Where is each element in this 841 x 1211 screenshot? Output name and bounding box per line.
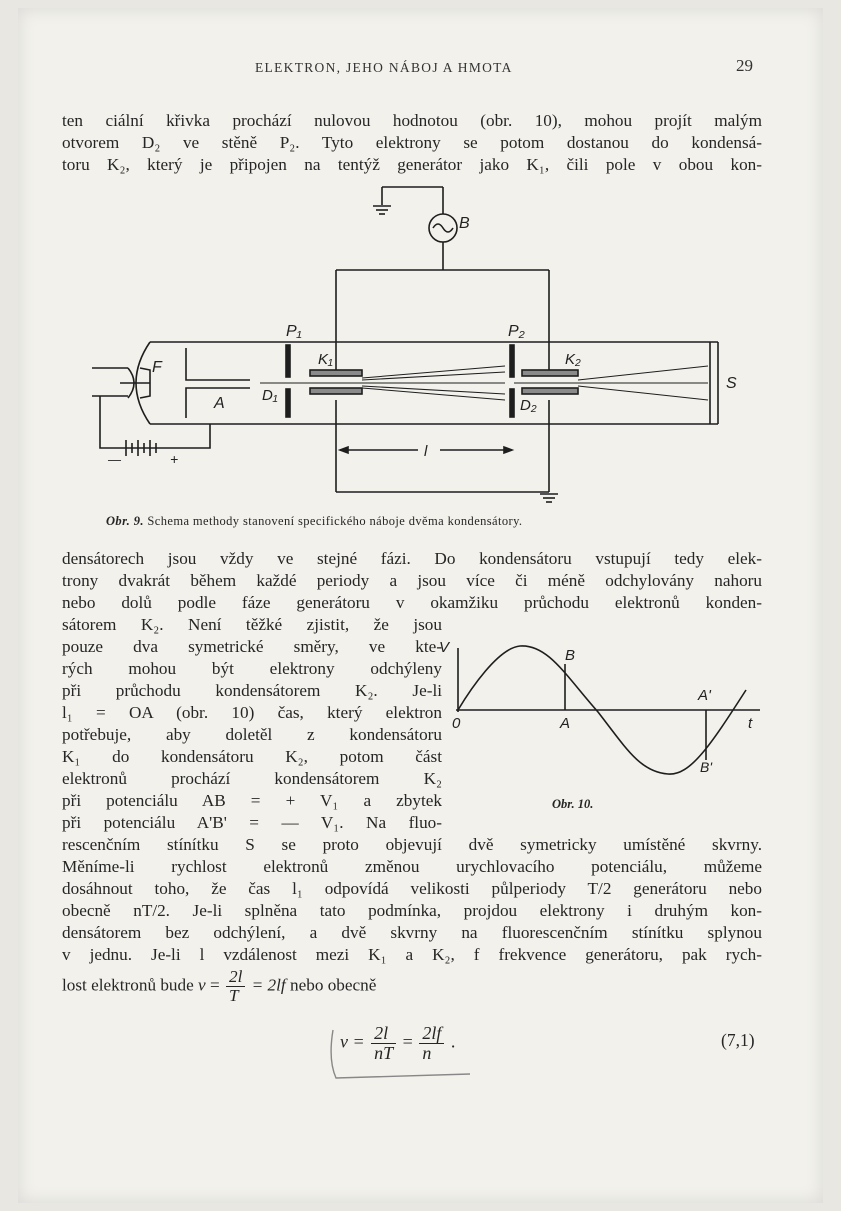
lower-line-2: Měníme-li rychlost elektronů změnou urychlovacího potenciálu, můžeme bbox=[62, 857, 762, 876]
narrow-line-7: K₁ do kondensátoru K₂, potom část bbox=[62, 747, 442, 766]
label-hole1: D₁ bbox=[262, 387, 278, 404]
lower-line-3: dosáhnout toho, že čas l₁ odpovídá velikosti půlperiody T/2 generátoru nebo bbox=[62, 879, 762, 898]
label-filament: F bbox=[152, 359, 162, 376]
label-cond2: K₂ bbox=[565, 351, 581, 368]
equation-number: (7,1) bbox=[721, 1030, 755, 1050]
lower-line-1: rescenčním stínítku S se proto objevují dvě symetricky umístěné skvrny. bbox=[62, 835, 762, 854]
last-line-prefix: lost elektronů bude bbox=[62, 975, 194, 995]
lower-line-5: densátorem bez odchýlení, a dvě skvrny na fluorescenčním stínítku splynou bbox=[62, 923, 762, 942]
label-distance: l bbox=[424, 443, 428, 460]
figure-10-caption: Obr. 10. bbox=[552, 797, 594, 811]
running-header: ELEKTRON, JEHO NÁBOJ A HMOTA bbox=[255, 60, 513, 75]
text-line-2: otvorem D₂ ve stěně P₂. Tyto elektrony se potom dostanou do kondensá- bbox=[62, 133, 762, 152]
frac-num: 2l bbox=[226, 968, 245, 987]
fig10-label-a2: A' bbox=[698, 687, 711, 704]
fig10-label-origin: 0 bbox=[452, 715, 461, 732]
last-line-v: v bbox=[198, 975, 206, 995]
label-hole2: D₂ bbox=[520, 397, 537, 414]
lower-line-6: v jednu. Je-li l vzdálenost mezi K₁ a K₂, f frekvence generátoru, pak rych- bbox=[62, 945, 762, 964]
label-plate2: P₂ bbox=[508, 323, 525, 340]
label-minus: — bbox=[108, 452, 121, 467]
narrow-line-9: při potenciálu AB = + V₁ a zbytek bbox=[62, 791, 442, 810]
text-line-1: ten ciální křivka prochází nulovou hodnotou (obr. 10), mohou projít malým bbox=[62, 111, 762, 130]
caption-label: Obr. 9. bbox=[106, 514, 144, 528]
narrow-line-5: l₁ = OA (obr. 10) čas, který elektron bbox=[62, 703, 442, 722]
body-line-2: trony dvakrát během každé periody a jsou více či méně odchylovány nahoru bbox=[62, 571, 762, 590]
narrow-line-6: potřebuje, aby doletěl z kondensátoru bbox=[62, 725, 442, 744]
eq-num2: 2lf bbox=[419, 1024, 444, 1044]
fig10-label-v: V bbox=[439, 639, 450, 656]
eq-eq: = bbox=[402, 1031, 413, 1052]
text-line-3: toru K₂, který je připojen na tentýž generátor jako K₁, čili pole v obou kon- bbox=[62, 155, 762, 174]
narrow-line-3: rých mohou být elektrony odchýleny bbox=[62, 659, 442, 678]
frac-den: T bbox=[228, 986, 239, 1006]
label-plate1: P₁ bbox=[286, 323, 302, 340]
label-screen: S bbox=[726, 375, 737, 392]
fig10-label-b2: B' bbox=[700, 759, 713, 775]
narrow-line-1: sátorem K₂. Není těžké zjistit, že jsou bbox=[62, 615, 442, 634]
narrow-line-8: elektronů prochází kondensátorem K₂ bbox=[62, 769, 442, 788]
narrow-line-4: při průchodu kondensátorem K₂. Je-li bbox=[62, 681, 442, 700]
label-generator: B bbox=[459, 215, 470, 232]
body-line-1: densátorech jsou vždy ve stejné fázi. Do kondensátoru vstupují tedy elek- bbox=[62, 549, 762, 568]
label-plus: + bbox=[170, 451, 179, 467]
fig10-label-b: B bbox=[565, 647, 576, 664]
lower-line-4: obecně nT/2. Je-li splněna tato podmínka, projdou elektrony i druhým kon- bbox=[62, 901, 762, 920]
eq-lhs: v = bbox=[340, 1031, 365, 1052]
eq-num1: 2l bbox=[371, 1024, 396, 1044]
last-line-suffix: nebo obecně bbox=[290, 975, 377, 995]
label-anode: A bbox=[214, 395, 225, 412]
body-line-3: nebo dolů podle fáze generátoru v okamžiku průchodu elektronů konden- bbox=[62, 593, 762, 612]
label-cond1: K₁ bbox=[318, 351, 333, 368]
caption-text: Schema methody stanovení specifického náboje dvěma kondensátory. bbox=[147, 514, 523, 528]
last-line-eq: = bbox=[209, 975, 220, 995]
fig10-label-t: t bbox=[748, 715, 753, 732]
narrow-line-10: při potenciálu A'B' = — V₁. Na fluo- bbox=[62, 813, 442, 832]
last-line-eq2: = 2lf bbox=[251, 975, 286, 995]
narrow-line-2: pouze dva symetrické směry, ve kte- bbox=[62, 637, 442, 656]
eq-den1: nT bbox=[374, 1042, 394, 1063]
eq-den2: n bbox=[422, 1042, 432, 1063]
eq-dot: . bbox=[450, 1031, 456, 1052]
fig10-label-a: A bbox=[560, 715, 571, 732]
page-number: 29 bbox=[736, 56, 753, 75]
